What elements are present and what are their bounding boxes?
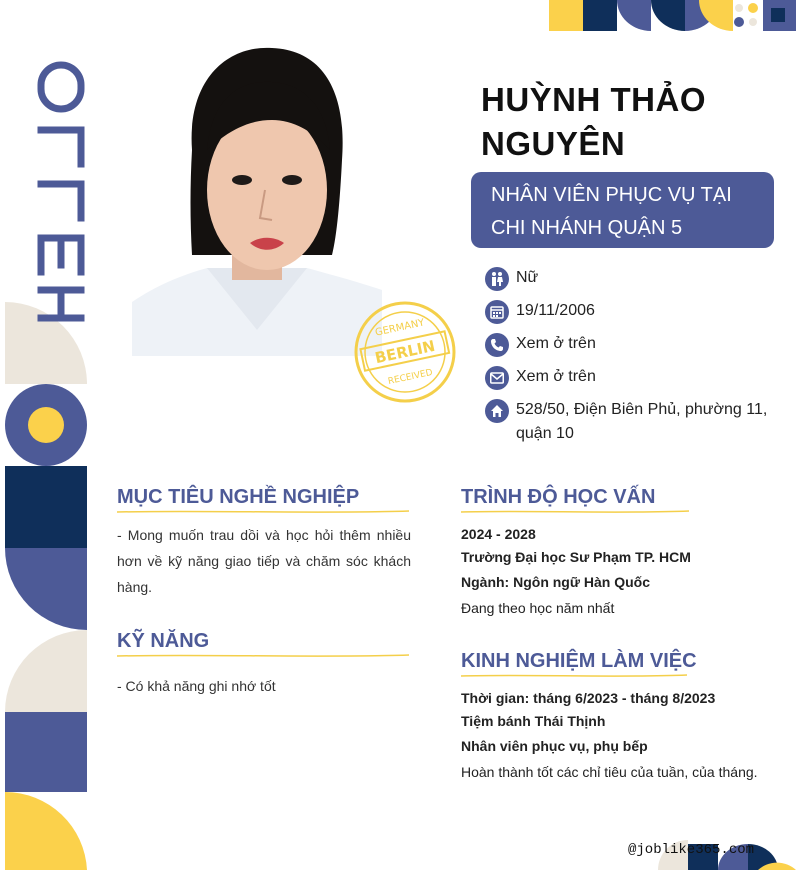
info-row-birthday bbox=[485, 299, 785, 324]
name-line-1: HUỲNH THẢO bbox=[481, 81, 706, 118]
personal-info bbox=[485, 266, 785, 454]
berlin-stamp bbox=[352, 300, 458, 404]
phone-text: Xem ở trên bbox=[516, 335, 596, 352]
stamp-top-text: GERMANY bbox=[374, 317, 426, 339]
experience-description: Hoàn thành tốt các chỉ tiêu của tuần, của tháng. bbox=[461, 764, 758, 780]
info-row-gender bbox=[485, 266, 785, 291]
experience-company: Tiệm bánh Thái Thịnh bbox=[461, 713, 606, 729]
footer-watermark: @joblike365.com bbox=[628, 842, 755, 858]
info-row-address bbox=[485, 398, 785, 446]
info-row-phone bbox=[485, 332, 785, 357]
name-line-2: NGUYÊN bbox=[481, 125, 626, 162]
mail-icon bbox=[485, 366, 509, 390]
email-text: Xem ở trên bbox=[516, 368, 596, 385]
job-title-box bbox=[471, 172, 774, 248]
phone-icon bbox=[485, 333, 509, 357]
objective-underline bbox=[117, 510, 409, 513]
hello-vertical-text bbox=[36, 60, 86, 322]
objective-title: MỤC TIÊU NGHỀ NGHIỆP bbox=[117, 486, 360, 508]
skills-underline bbox=[117, 654, 409, 657]
stamp-middle-text: BERLIN bbox=[373, 336, 437, 368]
top-decoration bbox=[549, 0, 796, 31]
address-text: 528/50, Điện Biên Phủ, phường 11, quận 10 bbox=[516, 401, 768, 442]
gender-icon bbox=[485, 267, 509, 291]
experience-position: Nhân viên phục vụ, phụ bếp bbox=[461, 738, 648, 754]
info-row-email bbox=[485, 365, 785, 390]
birthday-text: 19/11/2006 bbox=[516, 302, 595, 319]
full-name bbox=[481, 78, 781, 166]
education-major: Ngành: Ngôn ngữ Hàn Quốc bbox=[461, 574, 651, 590]
education-school: Trường Đại học Sư Phạm TP. HCM bbox=[461, 549, 691, 565]
education-period: 2024 - 2028 bbox=[461, 526, 536, 542]
skills-text: - Có khả năng ghi nhớ tốt bbox=[117, 678, 276, 694]
education-status: Đang theo học năm nhất bbox=[461, 600, 615, 616]
experience-underline bbox=[461, 674, 687, 677]
stamp-bottom-text: RECEIVED bbox=[387, 367, 434, 388]
experience-title: KINH NGHIỆM LÀM VIỆC bbox=[461, 650, 697, 672]
objective-text: - Mong muốn trau dồi và học hỏi thêm nhiều hơn về kỹ năng giao tiếp và chăm sóc khách hàng. bbox=[117, 527, 411, 595]
gender-text: Nữ bbox=[516, 269, 539, 286]
experience-period: Thời gian: tháng 6/2023 - tháng 8/2023 bbox=[461, 690, 716, 706]
education-title: TRÌNH ĐỘ HỌC VẤN bbox=[461, 486, 656, 508]
skills-title: KỸ NĂNG bbox=[117, 630, 210, 652]
profile-photo bbox=[132, 40, 382, 356]
education-underline bbox=[461, 510, 689, 513]
calendar-icon bbox=[485, 300, 509, 324]
home-icon bbox=[485, 399, 509, 423]
job-title-line-2: CHI NHÁNH QUẬN 5 bbox=[491, 217, 683, 239]
job-title-line-1: NHÂN VIÊN PHỤC VỤ TẠI bbox=[491, 184, 732, 206]
